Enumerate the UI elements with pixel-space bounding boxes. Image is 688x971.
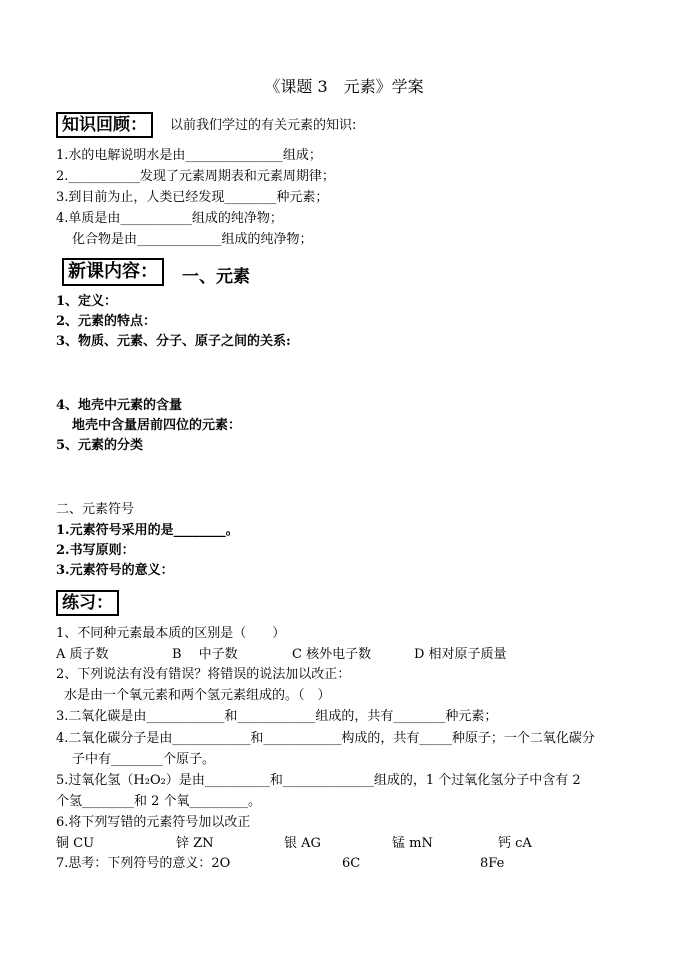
q4: 4.二氧化碳分子是由____________和____________构成的，共有_____种原子；一个二氧化碳分	[56, 731, 595, 746]
q5: 5.过氧化氢（H₂O₂）是由__________和______________组成的，1 个过氧化氢分子中含有 2	[56, 773, 581, 788]
review-line-3: 3.到目前为止，人类已经发现________种元素；	[56, 190, 329, 205]
q6-item-silver: 银 AG	[284, 836, 321, 851]
q6-item-calcium: 钙 cA	[498, 836, 532, 851]
q1: 1、不同种元素最本质的区别是（ ）	[56, 626, 286, 641]
lesson-item-4: 4、地壳中元素的含量	[56, 398, 183, 413]
q6: 6.将下列写错的元素符号加以改正	[56, 815, 251, 830]
review-line-2: 2.___________发现了元素周期表和元素周期律；	[56, 169, 335, 184]
new-lesson-label: 新课内容：	[62, 258, 164, 286]
q2: 2、下列说法有没有错误？将错误的说法加以改正：	[56, 667, 351, 682]
q4-continued: 子中有________个原子。	[72, 752, 216, 767]
q1-option-c: C 核外电子数	[292, 647, 372, 662]
symbols-item-2: 2.书写原则：	[56, 543, 135, 558]
symbols-item-1: 1.元素符号采用的是________。	[56, 523, 239, 538]
q7-item-6c: 6C	[342, 856, 361, 871]
review-section-label: 知识回顾：	[56, 112, 153, 138]
q1-option-d: D 相对原子质量	[414, 647, 507, 662]
practice-label: 练习：	[56, 590, 119, 616]
review-intro: 以前我们学过的有关元素的知识:	[170, 118, 357, 133]
lesson-item-2: 2、元素的特点：	[56, 314, 157, 329]
q6-item-copper: 铜 CU	[56, 836, 95, 851]
review-line-1: 1.水的电解说明水是由_______________组成；	[56, 148, 322, 163]
q2-statement: 水是由一个氧元素和两个氢元素组成的。（ ）	[64, 688, 331, 703]
lesson-item-3: 3、物质、元素、分子、原子之间的关系:	[56, 334, 291, 349]
lesson-item-4-sub: 地壳中含量居前四位的元素：	[72, 418, 242, 433]
lesson-item-5: 5、元素的分类	[56, 438, 144, 453]
q7: 7.思考：下列符号的意义：2O	[56, 856, 231, 871]
q1-option-b: B 中子数	[172, 647, 238, 662]
q7-item-8fe: 8Fe	[480, 856, 505, 871]
q5-continued: 个氢________和 2 个氧_________。	[56, 794, 262, 809]
symbols-item-3: 3.元素符号的意义：	[56, 563, 174, 578]
symbols-heading: 二、元素符号	[56, 502, 135, 517]
review-line-5: 化合物是由_____________组成的纯净物；	[72, 232, 313, 247]
q6-item-manganese: 锰 mN	[392, 836, 433, 851]
q1-option-a: A 质子数	[56, 647, 109, 662]
review-line-4: 4.单质是由___________组成的纯净物；	[56, 211, 283, 226]
q3: 3.二氧化碳是由____________和____________组成的，共有________种元素；	[56, 709, 498, 724]
new-lesson-heading: 一、元素	[182, 267, 250, 287]
q6-item-zinc: 锌 ZN	[176, 836, 214, 851]
lesson-item-1: 1、定义：	[56, 294, 118, 309]
page-title: 《课题 3 元素》学案	[264, 77, 424, 96]
